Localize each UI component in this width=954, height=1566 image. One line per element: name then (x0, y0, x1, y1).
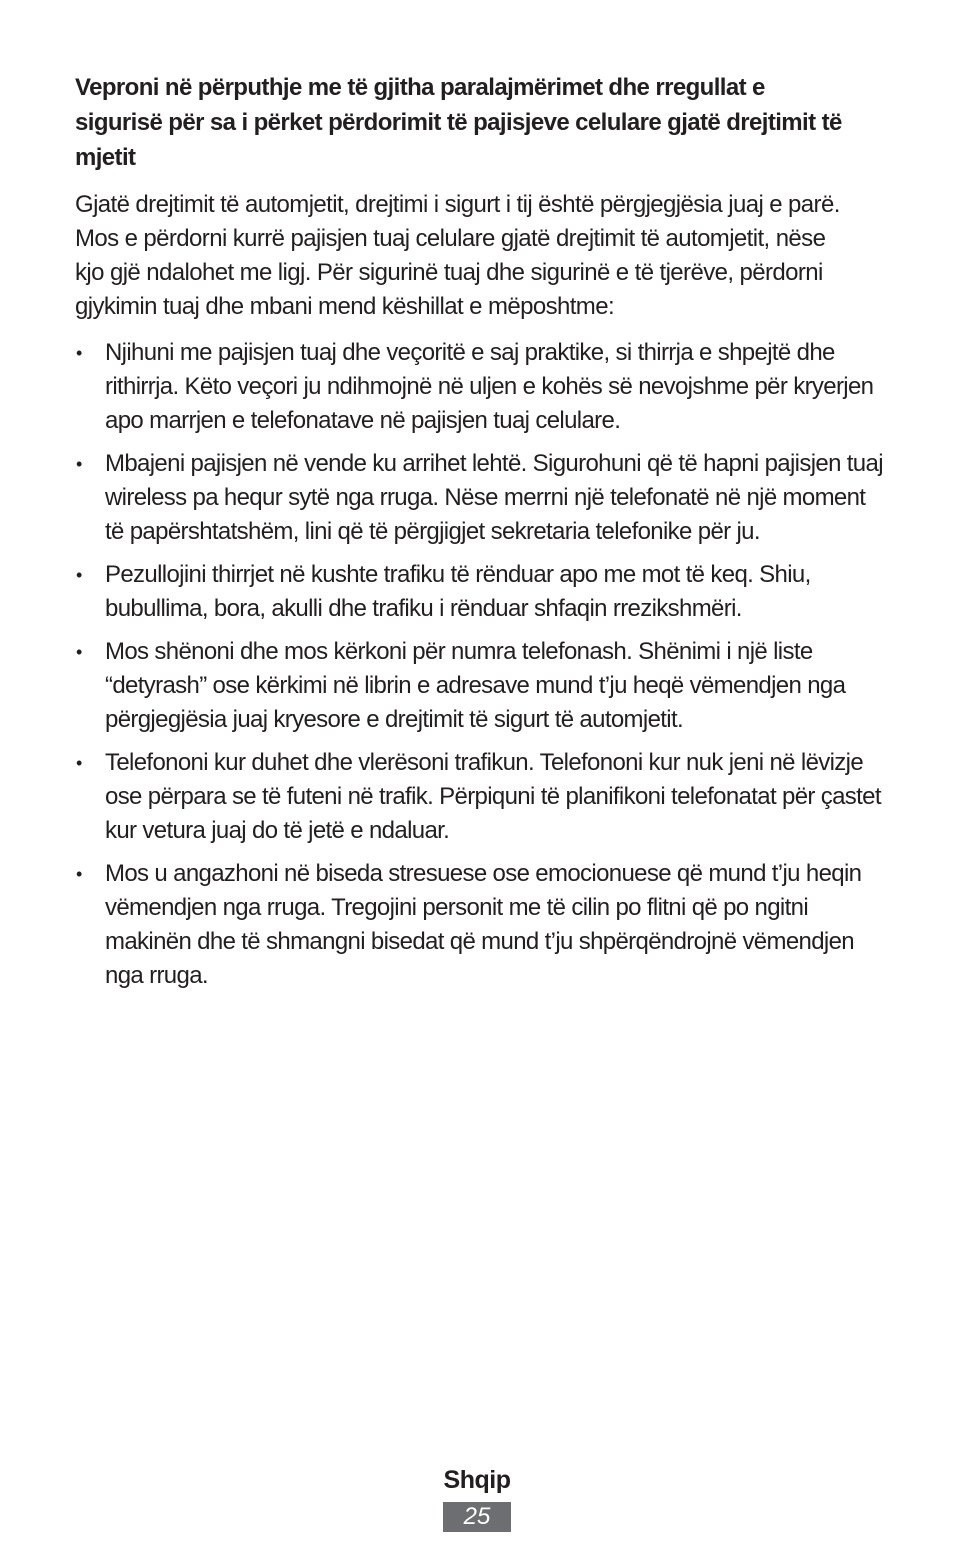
bullet-icon: • (76, 753, 82, 773)
list-item-text: Mbajeni pajisjen në vende ku arrihet lehtë. Sigurohuni që të hapni pajisjen tuaj wireless pa hequr sytë nga rruga. Nëse merrni një telefonatë në një moment të papërshtatshëm, lini që të përgjigjet sekretaria telefonike për ju. (105, 450, 883, 545)
list-item (75, 336, 885, 438)
list-item (75, 447, 885, 549)
bullet-icon: • (76, 565, 82, 585)
bullet-icon: • (76, 864, 82, 884)
list-item-text: Mos shënoni dhe mos kërkoni për numra telefonash. Shënimi i një liste “detyrash” ose kërkimi në librin e adresave mund t’ju heqë vëmendjen nga përgjegjësia juaj kryesore e drejtimit të sigurt të automjetit. (105, 638, 846, 733)
list-item-text: Pezullojini thirrjet në kushte trafiku të rënduar apo me mot të keq. Shiu, bubullima, bora, akulli dhe trafiku i rënduar shfaqin rrezikshmëri. (105, 561, 811, 622)
list-item (75, 558, 885, 626)
bullet-icon: • (76, 454, 82, 474)
bullet-icon: • (76, 343, 82, 363)
list-item (75, 857, 885, 993)
list-item (75, 746, 885, 848)
list-item-text: Njihuni me pajisjen tuaj dhe veçoritë e saj praktike, si thirrja e shpejtë dhe rithirrja. Këto veçori ju ndihmojnë në uljen e kohës së nevojshme për kryerjen apo marrjen e telefonatave në pajisjen tuaj celulare. (105, 339, 874, 434)
section-heading: Veproni në përputhje me të gjitha paralajmërimet dhe rregullat e sigurisë për sa i përket përdorimit të pajisjeve celulare gjatë drejtimit të mjetit (75, 74, 842, 171)
page-number: 25 (443, 1502, 511, 1532)
footer-language-label: Shqip (443, 1466, 511, 1494)
page-footer (0, 1463, 954, 1532)
list-item (75, 635, 885, 737)
intro-paragraph: Gjatë drejtimit të automjetit, drejtimi i sigurt i tij është përgjegjësia juaj e parë. Mos e përdorni kurrë pajisjen tuaj celulare gjatë drejtimit të automjetit, nëse kjo gjë ndalohet me ligj. Për sigurinë tuaj dhe sigurinë e të tjerëve, përdorni gjykimin tuaj dhe mbani mend këshillat e mëposhtme: (75, 191, 840, 320)
bullet-icon: • (76, 642, 82, 662)
safety-tips-list (75, 336, 885, 993)
list-item-text: Mos u angazhoni në biseda stresuese ose emocionuese që mund t’ju heqin vëmendjen nga rruga. Tregojini personit me të cilin po flitni që po ngitni makinën dhe të shmangni bisedat që mund t’ju shpërqëndrojnë vëmendjen nga rruga. (105, 860, 862, 989)
page-content (75, 70, 885, 1002)
list-item-text: Telefononi kur duhet dhe vlerësoni trafikun. Telefononi kur nuk jeni në lëvizje ose përpara se të futeni në trafik. Përpiquni të planifikoni telefonatat për çastet kur vetura juaj do të jetë e ndaluar. (105, 749, 881, 844)
